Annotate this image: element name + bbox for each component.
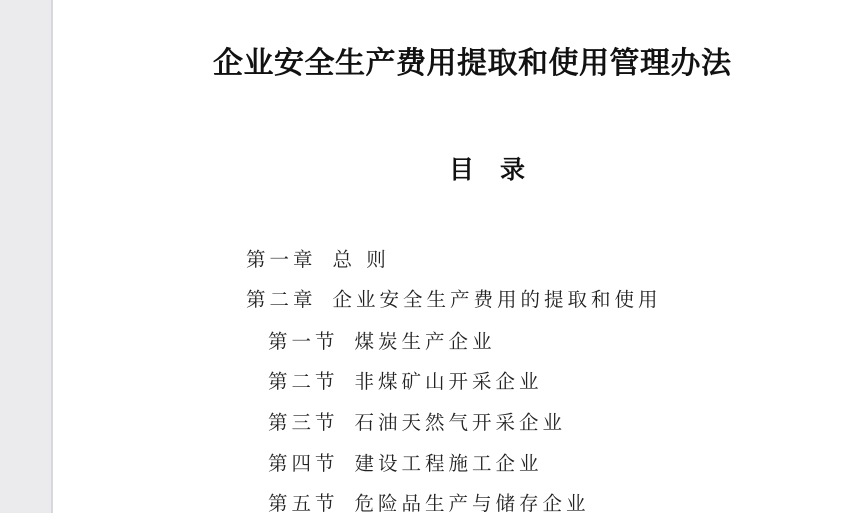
toc-item-title: 危险品生产与储存企业: [354, 492, 590, 513]
toc-item-title: 非煤矿山开采企业: [354, 370, 543, 393]
toc-item-title: 煤炭生产企业: [354, 330, 496, 353]
toc-item-section-4[interactable]: [268, 451, 543, 477]
toc-item-number: 第三节: [268, 411, 339, 434]
toc-item-section-2[interactable]: [268, 369, 543, 395]
toc-heading-char-2: 录: [500, 155, 526, 184]
document-page: [53, 0, 856, 513]
toc-item-title: 建设工程施工企业: [354, 452, 543, 475]
toc-item-number: 第二章: [246, 288, 317, 311]
toc-item-number: 第一章: [246, 248, 317, 271]
toc-item-number: 第四节: [268, 452, 339, 475]
toc-item-section-5[interactable]: [268, 491, 590, 513]
toc-heading-char-1: 目: [449, 155, 475, 184]
toc-item-number: 第二节: [268, 370, 339, 393]
toc-item-number: 第一节: [268, 330, 339, 353]
toc-item-title: 企业安全生产费用的提取和使用: [332, 288, 662, 311]
document-title: 企业安全生产费用提取和使用管理办法: [213, 46, 732, 81]
toc-item-chapter-2[interactable]: [246, 287, 662, 313]
toc-item-title: 总 则: [332, 248, 390, 271]
toc-item-section-3[interactable]: [268, 410, 566, 436]
toc-item-number: 第五节: [268, 492, 339, 513]
toc-item-section-1[interactable]: [268, 329, 496, 355]
toc-item-chapter-1[interactable]: [246, 247, 390, 273]
toc-item-title: 石油天然气开采企业: [354, 411, 567, 434]
table-of-contents: [53, 0, 856, 513]
viewer-gutter: [0, 0, 51, 513]
